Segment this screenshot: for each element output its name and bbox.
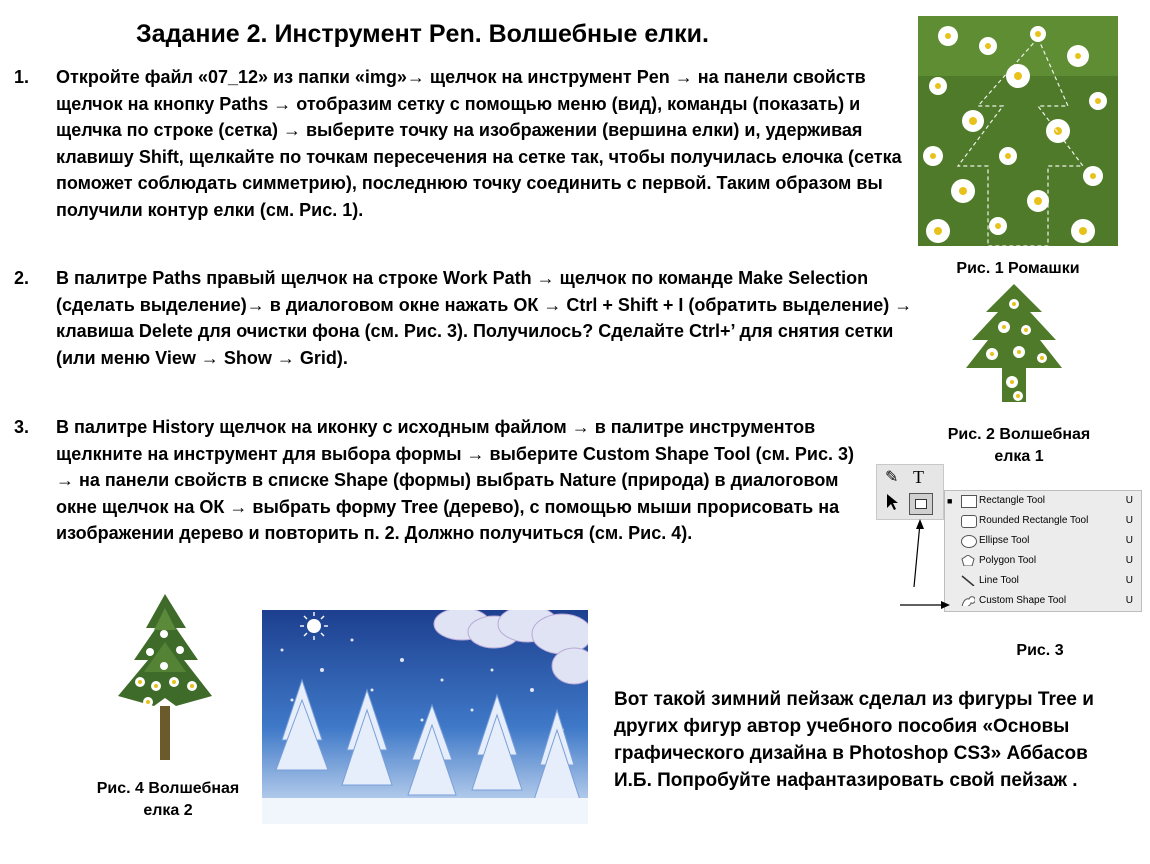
menu-item-label: Rectangle Tool (979, 495, 1045, 506)
menu-item-label: Custom Shape Tool (979, 595, 1067, 606)
rounded-rectangle-icon (961, 515, 977, 528)
menu-item-rounded-rectangle-tool[interactable] (945, 511, 1141, 531)
daisy-photo (918, 16, 1118, 246)
pointer-arrows (870, 505, 950, 615)
shortcut-key: U (1125, 555, 1133, 566)
step-3 (14, 414, 914, 547)
menu-item-polygon-tool[interactable] (945, 551, 1141, 571)
type-tool-icon[interactable]: T (913, 467, 924, 487)
step-text: В палитре Paths правый щелчок на строке Work Path → щелчок по команде Make Selection (сделать выделение)→ в диалоговом окне нажать ОК → Ctrl + Shift + I (обратить выделение) → клавиша Delete для очистки фона (см. Рис. 3). Получилось? Сделайте Ctrl+’ для снятия сетки (или меню View → Show → Grid). (56, 268, 913, 368)
pen-tool-icon[interactable]: ✎ (885, 469, 899, 486)
figure-2-caption (924, 424, 1114, 468)
figure-1-caption: Рис. 1 Ромашки (956, 260, 1080, 277)
selected-bullet-icon: ■ (947, 496, 953, 506)
shortcut-key: U (1125, 595, 1133, 606)
magic-tree-1 (964, 282, 1064, 404)
figure-2-caption-line2: елка 1 (994, 448, 1044, 465)
closing-paragraph: Вот такой зимний пейзаж сделал из фигуры Tree и других фигур автор учебного пособия «Основы графического дизайна в Photoshop CS3» Аббасов И.Б. Попробуйте нафантазировать свой пейзаж . (614, 689, 1094, 791)
menu-item-custom-shape-tool[interactable] (945, 591, 1141, 611)
winter-landscape (262, 610, 588, 824)
menu-item-line-tool[interactable] (945, 571, 1141, 591)
figure-3-caption: Рис. 3 (1016, 642, 1064, 659)
polygon-icon (961, 555, 975, 566)
figure-2-caption-line1: Рис. 2 Волшебная (947, 426, 1091, 443)
line-icon (961, 575, 975, 586)
menu-item-label: Ellipse Tool (979, 535, 1030, 546)
step-2 (14, 265, 914, 371)
menu-item-label: Polygon Tool (979, 555, 1037, 566)
rectangle-icon (961, 495, 977, 508)
step-number: 2. (14, 268, 30, 288)
shortcut-key: U (1125, 535, 1133, 546)
step-text: Откройте файл «07_12» из папки «img»→ щелчок на инструмент Pen → на панели свойств щелчок на кнопку Paths → отобразим сетку с помощью меню (вид), команды (показать) и щелчка по строке (сетка) → выберите точку на изображении (вершина елки) и, удерживая клавишу Shift, щелкайте по точкам пересечения на сетке так, чтобы получилась елочка (сетка поможет соблюдать симметрию), последнюю точку соединить с первой. Таким образом вы получили контур елки (см. Рис. 1). (56, 67, 902, 220)
step-text: В палитре History щелчок на иконку с исходным файлом → в палитре инструментов щелкните на инструмент для выбора формы → выберите Custom Shape Tool (см. Рис. 3) → на панели свойств в списке Shape (формы) выбрать Nature (природа) в диалоговом окне щелчок на ОК → выбрать форму Tree (дерево), с помощью мыши прорисовать на изображении дерево и повторить п. 2. Должно получиться (см. Рис. 4). (56, 417, 855, 543)
magic-tree-2 (104, 594, 226, 760)
menu-item-label: Line Tool (979, 575, 1019, 586)
figure-4-caption (78, 778, 258, 822)
figure-4-caption-line2: елка 2 (143, 802, 193, 819)
ellipse-icon (961, 535, 977, 548)
menu-item-label: Rounded Rectangle Tool (979, 515, 1089, 526)
page-title: Задание 2. Инструмент Pen. Волшебные елки. (136, 20, 709, 48)
shortcut-key: U (1125, 495, 1133, 506)
shortcut-key: U (1125, 575, 1133, 586)
shortcut-key: U (1125, 515, 1133, 526)
custom-shape-icon (961, 595, 975, 606)
step-1 (14, 64, 914, 223)
menu-item-ellipse-tool[interactable] (945, 531, 1141, 551)
figure-4-caption-line1: Рис. 4 Волшебная (96, 780, 240, 797)
shape-tool-menu (944, 490, 1142, 612)
step-number: 1. (14, 67, 30, 87)
menu-item-rectangle-tool[interactable] (945, 491, 1141, 511)
step-number: 3. (14, 417, 30, 437)
